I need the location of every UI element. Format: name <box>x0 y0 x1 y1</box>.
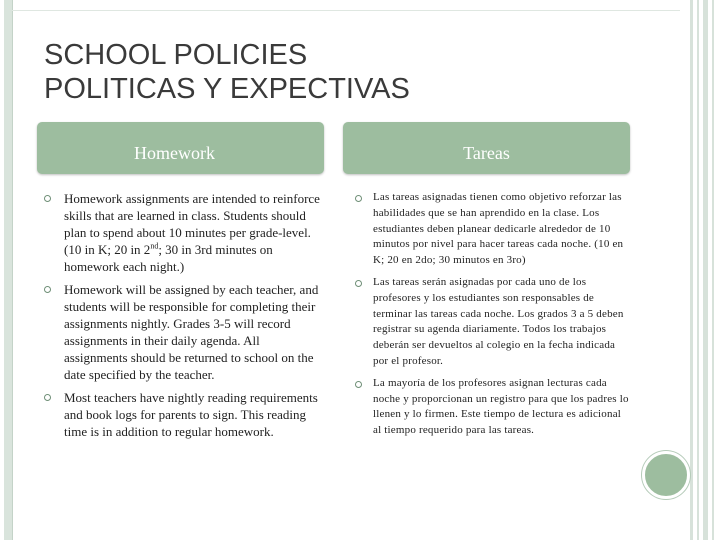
homework-item-1-sup: nd <box>150 241 159 251</box>
homework-header <box>37 122 324 174</box>
tareas-item-3-text: La mayoría de los profesores asignan lecturas cada noche y proporcionan un registro para que los padres lo llenen y lo firmen. Este tiempo de lectura es adicional al tiempo requerido para las tareas. <box>373 376 629 437</box>
title-line-1: SCHOOL POLICIES <box>44 39 308 71</box>
tareas-item-2-text: Las tareas serán asignadas por cada uno de los profesores y los estudiantes son responsables de terminar las tareas cada noche. Los grados 3 a 5 deben registrar su agenda diariamente. Todos los trabajos deberán ser devueltos al colegio en la fecha indicada por el profesor. <box>373 275 624 367</box>
page-title <box>44 38 644 106</box>
bullet-icon <box>43 393 53 403</box>
right-stripe-decoration <box>703 0 708 540</box>
right-stripe-decoration <box>690 0 693 540</box>
tareas-item-1-text: Las tareas asignadas tienen como objetivo reforzar las habilidades que se han aprendido en la clase. Los estudiantes deben planear dedicarle alrededor de 10 minutos por nivel para hacer tareas cada noche. (10 en K; 20 en 2do; 30 minutos en 3ro) <box>373 191 624 267</box>
tareas-header <box>343 122 630 174</box>
list-item <box>44 190 324 275</box>
corner-circle-decoration <box>642 451 690 499</box>
bullet-icon <box>354 279 364 289</box>
list-item <box>44 281 324 383</box>
title-line-2: POLITICAS Y EXPECTIVAS <box>44 73 410 105</box>
bullet-icon <box>43 194 53 204</box>
tareas-list <box>355 190 631 445</box>
right-stripe-decoration <box>697 0 699 540</box>
list-item <box>355 190 631 269</box>
list-item <box>355 376 631 439</box>
top-rule-decoration <box>12 10 680 11</box>
list-item <box>355 275 631 370</box>
homework-item-1-text-b: ; 30 in 3rd minutes on homework each night.) <box>64 242 273 274</box>
tareas-header-label: Tareas <box>463 143 510 163</box>
homework-header-label: Homework <box>134 143 215 163</box>
bullet-icon <box>354 379 364 389</box>
bullet-icon <box>354 194 364 204</box>
list-item <box>44 389 324 440</box>
right-stripe-decoration <box>712 0 714 540</box>
homework-item-1-text-a: Homework assignments are intended to reinforce skills that are learned in class. Students should plan to spend about 10 minutes per grade-level. (10 in K; 20 in 2 <box>64 191 320 257</box>
homework-item-3-text: Most teachers have nightly reading requirements and book logs for parents to sign. This reading time is in addition to regular homework. <box>64 390 318 439</box>
homework-item-2-text: Homework will be assigned by each teacher, and students will be responsible for completing their assignments nightly. Grades 3-5 will record assignments in their daily agenda. All assignments should be returned to school on the date specified by the teacher. <box>64 282 319 382</box>
left-frame-decoration <box>4 0 13 540</box>
bullet-icon <box>43 285 53 295</box>
homework-list <box>44 190 324 446</box>
